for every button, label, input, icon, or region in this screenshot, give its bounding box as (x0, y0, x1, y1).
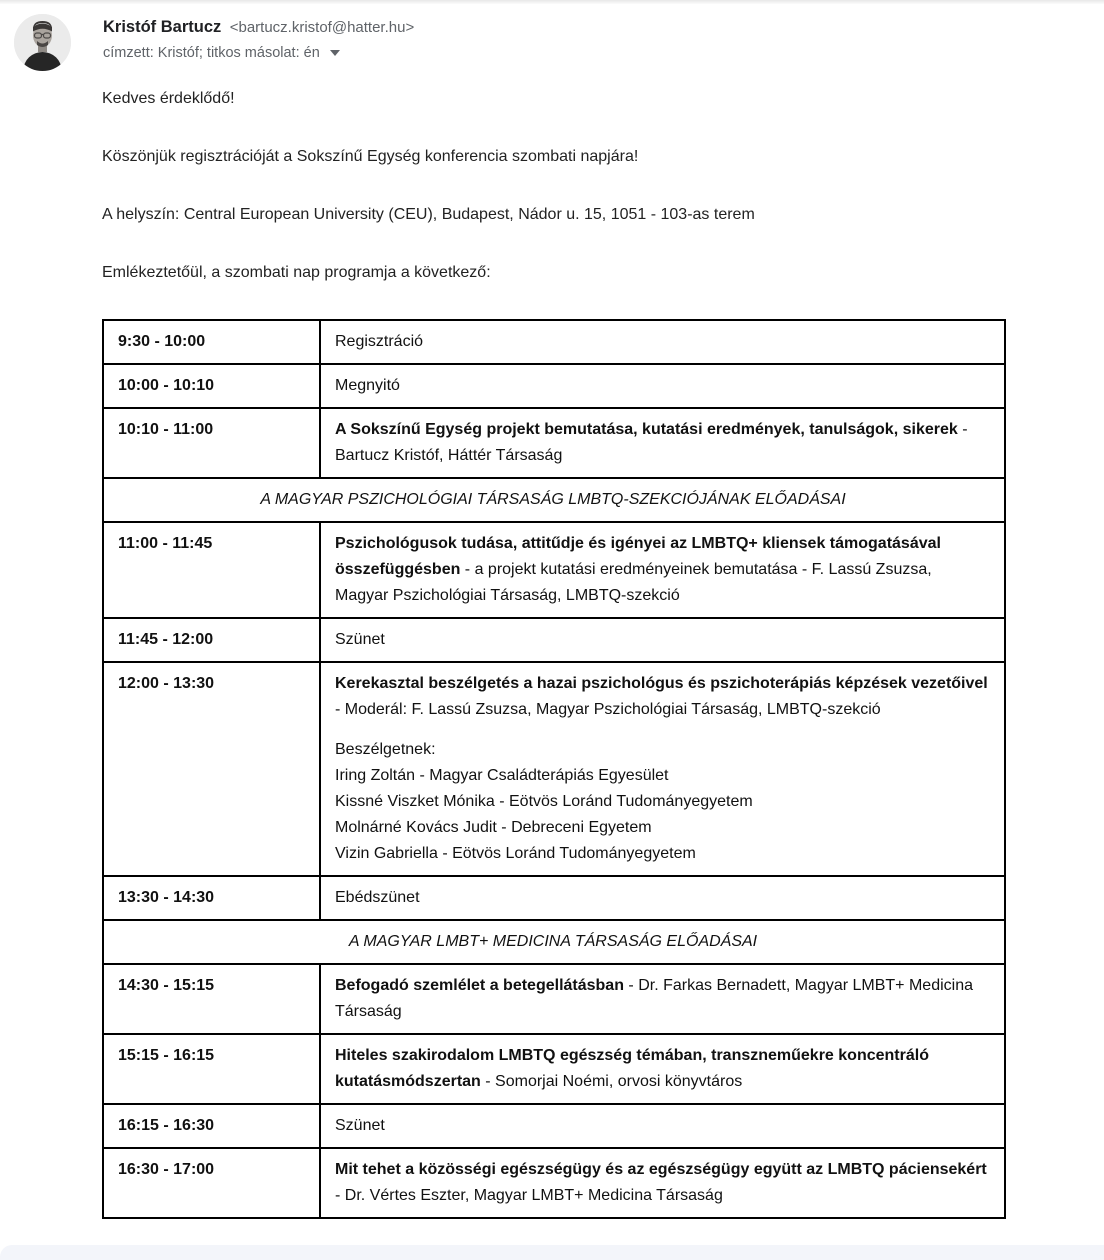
schedule-time: 12:00 - 13:30 (103, 662, 320, 876)
schedule-time: 13:30 - 14:30 (103, 876, 320, 920)
schedule-content (320, 662, 1005, 876)
session-title: Befogadó szemlélet a betegellátásban (335, 977, 624, 994)
schedule-section-header: A MAGYAR PSZICHOLÓGIAI TÁRSASÁG LMBTQ-SZEKCIÓJÁNAK ELŐADÁSAI (103, 478, 1005, 522)
schedule-time: 10:10 - 11:00 (103, 408, 320, 478)
schedule-entry-line (335, 737, 988, 763)
table-row (103, 876, 1005, 920)
schedule-time: 9:30 - 10:00 (103, 320, 320, 364)
schedule-entry-line (335, 841, 988, 867)
schedule-time: 11:45 - 12:00 (103, 618, 320, 662)
session-title: Pszichológusok tudása, attitűdje és igényei az LMBTQ+ kliensek támogatásával összefüggésben (335, 535, 941, 578)
body-paragraph: Emlékeztetőül, a szombati nap programja a következő: (102, 264, 491, 281)
session-detail: - Bartucz Kristóf, Háttér Társaság (335, 421, 968, 464)
schedule-content (320, 408, 1005, 478)
schedule-time: 15:15 - 16:15 (103, 1034, 320, 1104)
message-header (0, 0, 1104, 71)
schedule-entry-line (335, 671, 988, 723)
schedule-entry-line (335, 373, 988, 399)
schedule-content (320, 1104, 1005, 1148)
session-detail: Megnyitó (335, 377, 400, 394)
email-body (102, 87, 1004, 1219)
session-detail: Regisztráció (335, 333, 424, 350)
table-row (103, 408, 1005, 478)
session-detail: Vizin Gabriella - Eötvös Loránd Tudományegyetem (335, 845, 696, 862)
schedule-time: 16:15 - 16:30 (103, 1104, 320, 1148)
sender-name: Kristóf Bartucz (103, 18, 222, 36)
table-row (103, 522, 1005, 618)
schedule-entry-line (335, 789, 988, 815)
session-detail: Beszélgetnek: (335, 741, 436, 758)
table-row (103, 618, 1005, 662)
session-detail: - Dr. Vértes Eszter, Magyar LMBT+ Medicina Társaság (335, 1187, 723, 1204)
schedule-table (102, 319, 1006, 1219)
table-row (103, 1104, 1005, 1148)
schedule-entry-line (335, 627, 988, 653)
recipient-details-toggle[interactable] (103, 43, 414, 63)
recipients-text: címzett: Kristóf; titkos másolat: én (103, 45, 320, 61)
avatar (14, 14, 71, 71)
schedule-section-header: A MAGYAR LMBT+ MEDICINA TÁRSASÁG ELŐADÁSAI (103, 920, 1005, 964)
session-title: Kerekasztal beszélgetés a hazai pszichológus és pszichoterápiás képzések vezetőivel (335, 675, 988, 692)
schedule-entry-line (335, 1157, 988, 1209)
session-detail: Szünet (335, 631, 385, 648)
schedule-entry-line (335, 763, 988, 789)
schedule-entry-line (335, 1113, 988, 1139)
chevron-down-icon (330, 50, 340, 56)
body-paragraph: Kedves érdeklődő! (102, 90, 235, 107)
session-detail: - Moderál: F. Lassú Zsuzsa, Magyar Pszichológiai Társaság, LMBTQ-szekció (335, 701, 881, 718)
schedule-content (320, 1148, 1005, 1218)
table-row (103, 364, 1005, 408)
session-detail: Szünet (335, 1117, 385, 1134)
table-row (103, 964, 1005, 1034)
session-title: A Sokszínű Egység projekt bemutatása, kutatási eredmények, tanulságok, sikerek (335, 421, 958, 438)
table-row (103, 1034, 1005, 1104)
sender-profile-photo (14, 14, 71, 71)
session-detail: Ebédszünet (335, 889, 420, 906)
schedule-entry-line (335, 885, 988, 911)
bottom-page-background (0, 1245, 1104, 1260)
schedule-entry-line (335, 531, 988, 609)
schedule-entry-line (335, 815, 988, 841)
session-detail: Kissné Viszket Mónika - Eötvös Loránd Tudományegyetem (335, 793, 753, 810)
table-row (103, 662, 1005, 876)
schedule-time: 11:00 - 11:45 (103, 522, 320, 618)
blank-line (335, 723, 988, 737)
session-detail: - Somorjai Noémi, orvosi könyvtáros (480, 1073, 743, 1090)
session-title: Hiteles szakirodalom LMBTQ egészség témában, transzneműekre koncentráló kutatásmódszertan (335, 1047, 929, 1090)
table-row (103, 478, 1005, 522)
schedule-content (320, 320, 1005, 364)
sender-line (103, 15, 414, 40)
session-detail: - a projekt kutatási eredményeinek bemutatása - F. Lassú Zsuzsa, Magyar Pszichológiai Társaság, LMBTQ-szekció (335, 561, 932, 604)
session-detail: Iring Zoltán - Magyar Családterápiás Egyesület (335, 767, 669, 784)
table-row (103, 1148, 1005, 1218)
session-detail: - Dr. Farkas Bernadett, Magyar LMBT+ Medicina Társaság (335, 977, 973, 1020)
table-row (103, 920, 1005, 964)
schedule-content (320, 364, 1005, 408)
schedule-entry-line (335, 417, 988, 469)
schedule-time: 14:30 - 15:15 (103, 964, 320, 1034)
schedule-content (320, 876, 1005, 920)
schedule-entry-line (335, 973, 988, 1025)
schedule-time: 16:30 - 17:00 (103, 1148, 320, 1218)
sender-address: <bartucz.kristof@hatter.hu> (229, 19, 415, 36)
session-title: Mit tehet a közösségi egészségügy és az egészségügy együtt az LMBTQ páciensekért (335, 1161, 987, 1178)
schedule-time: 10:00 - 10:10 (103, 364, 320, 408)
table-row (103, 320, 1005, 364)
schedule-entry-line (335, 1043, 988, 1095)
schedule-content (320, 964, 1005, 1034)
body-paragraph: A helyszín: Central European University (CEU), Budapest, Nádor u. 15, 1051 - 103-as terem (102, 206, 755, 223)
schedule-content (320, 618, 1005, 662)
session-detail: Molnárné Kovács Judit - Debreceni Egyetem (335, 819, 652, 836)
schedule-content (320, 1034, 1005, 1104)
schedule-table-body (103, 320, 1005, 1218)
schedule-content (320, 522, 1005, 618)
body-paragraph: Köszönjük regisztrációját a Sokszínű Egység konferencia szombati napjára! (102, 148, 639, 165)
schedule-entry-line (335, 329, 988, 355)
